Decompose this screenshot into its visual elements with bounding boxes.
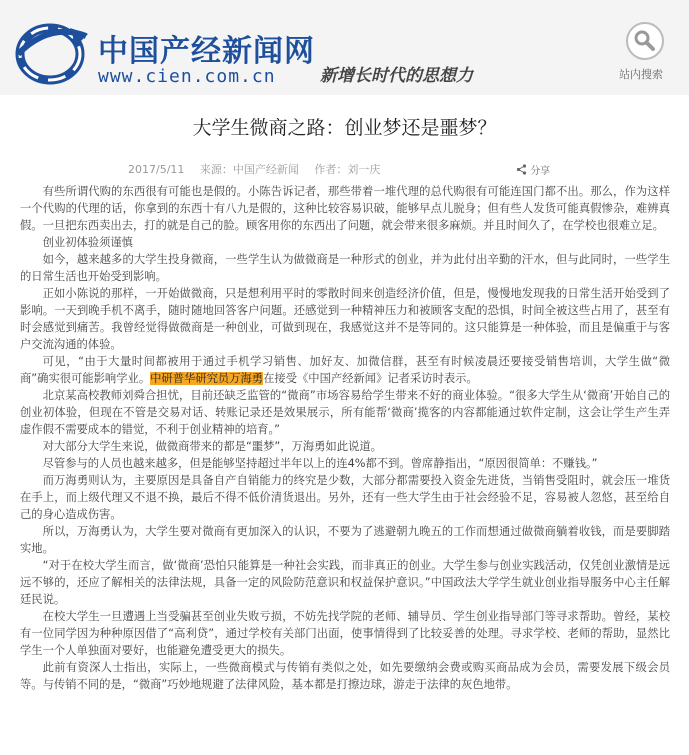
- paragraph: 而万海勇则认为，主要原因是具备自产自销能力的终究是少数，大部分都需要投入资金先进货，当销售受阻时，就会压一堆货在手上，而上级代理又不退不换，最后不得不低价清货退出。另外，还有一些大学生由于社会经验不足，容易被人忽悠，甚至给自己的身心造成伤害。: [20, 474, 670, 521]
- site-slogan: 新增长时代的思想力: [320, 66, 473, 86]
- paragraph: 所以，万海勇认为，大学生要对微商有更加深入的认识，不要为了逃避朝九晚五的工作而想通过做微商躺着收钱，而是要脚踏实地。: [20, 525, 670, 555]
- site-header: [0, 0, 689, 95]
- paragraph: 正如小陈说的那样，一开始做微商，只是想利用平时的零散时间来创造经济价值，但是，慢慢地发现我的日常生活开始受到了影响。一天到晚手机不离手，随时随地回答客户问题。还感觉到一种精神压力和被顾客支配的恐惧，时间全被这些占用了，甚至有时会感觉到痛苦。我曾经觉得做微商是一种创业，可做到现在，我感觉这并不是等同的。这只能算是一种体验，而且是偏重于与客户交流沟通的体验。: [20, 287, 670, 351]
- paragraph: 在校大学生一旦遭遇上当受骗甚至创业失败亏损，不妨先找学院的老师、辅导员、学生创业指导部门等寻求帮助。曾经，某校有一位同学因为种种原因借了“高利贷”，通过学校有关部门出面，使事情得到了比较妥善的处理。寻求学校、老师的帮助，显然比学生一个人单独面对要好，也能避免遭受更大的损失。: [20, 610, 670, 657]
- site-logo[interactable]: [10, 14, 320, 86]
- article-source: 来源：中国产经新闻: [199, 163, 299, 176]
- paragraph: 有些所谓代购的东西很有可能也是假的。小陈告诉记者，那些带着一堆代理的总代购很有可能连国门都不出。那么，作为这样一个代购的代理的话，你拿到的东西十有八九是假的，这种比较容易识破，能够早点儿脱身；但有些人发货可能真假惨杂，难辨真假。一旦把东西卖出去，打的就是自己的脸。顾客用你的东西出了问题，就会带来很多麻烦。并且时间久了，在学校也很难立足。: [20, 185, 670, 232]
- search-button[interactable]: [626, 22, 664, 60]
- logo-site-name: 中国产经新闻网: [98, 34, 315, 69]
- paragraph: 尽管参与的人员也越来越多，但是能够坚持超过半年以上的连4%都不到。曾席静指出，“原因很简单：不赚钱。”: [42, 457, 598, 470]
- search-label[interactable]: 站内搜索: [619, 68, 663, 81]
- paragraph-text: 在接受《中国产经新闻》记者采访时表示。: [263, 372, 478, 385]
- article-title: 大学生微商之路：创业梦还是噩梦？: [192, 117, 497, 139]
- paragraph: 如今，越来越多的大学生投身微商，一些学生认为做微商是一种形式的创业，并为此付出辛勤的汗水，但与此同时，一些学生的日常生活也开始受到影响。: [20, 253, 670, 283]
- logo-emblem-icon: [10, 14, 92, 86]
- article-meta: [128, 161, 392, 177]
- article-body: [20, 183, 670, 693]
- paragraph: [20, 353, 670, 387]
- section-heading: 创业初体验须谨慎: [42, 236, 133, 249]
- article-date: 2017/5/11: [128, 163, 185, 176]
- search-icon: [628, 24, 662, 58]
- article-author: 作者：刘一庆: [314, 163, 381, 176]
- logo-site-url: www.cien.com.cn: [98, 66, 276, 87]
- paragraph-text: 可见，“由于大量时间都被用于通过手机学习销售、加好友、加微信群，甚至有时候凌晨还要接受销售培训，大学生做“微商”确实很可能影响学业。: [20, 355, 670, 385]
- highlighted-text: 中研普华研究员万海勇: [150, 372, 264, 385]
- paragraph: 北京某高校教师刘舜合担忧，目前还缺乏监管的“微商”市场容易给学生带来不好的商业体验。“很多大学生从‘微商’开始自己的创业初体验，但现在不管是交易对话、转账记录还是效果展示，所有能帮‘微商’揽客的内容都能通过软件定制，这会让学生产生弄虚作假不需要成本的错觉，不利于创业精神的培育。”: [20, 389, 670, 436]
- paragraph: 此前有资深人士指出，实际上，一些微商模式与传销有类似之处，如先要缴纳会费或购买商品成为会员，需要发展下级会员等。与传销不同的是，“微商”巧妙地规避了法律风险，基本都是打擦边球，游走于法律的灰色地带。: [20, 661, 670, 691]
- paragraph: “对于在校大学生而言，做‘微商’恐怕只能算是一种社会实践，而非真正的创业。大学生参与创业实践活动，仅凭创业激情是远远不够的，还应了解相关的法律法规，具备一定的风险防范意识和权益保护意识。”中国政法大学学生就业创业指导服务中心主任解廷民说。: [20, 559, 670, 606]
- share-icon: [516, 164, 527, 175]
- share-button[interactable]: [516, 162, 550, 177]
- paragraph: 对大部分大学生来说，做微商带来的都是“噩梦”，万海勇如此说道。: [42, 440, 382, 453]
- share-label: 分享: [530, 166, 551, 177]
